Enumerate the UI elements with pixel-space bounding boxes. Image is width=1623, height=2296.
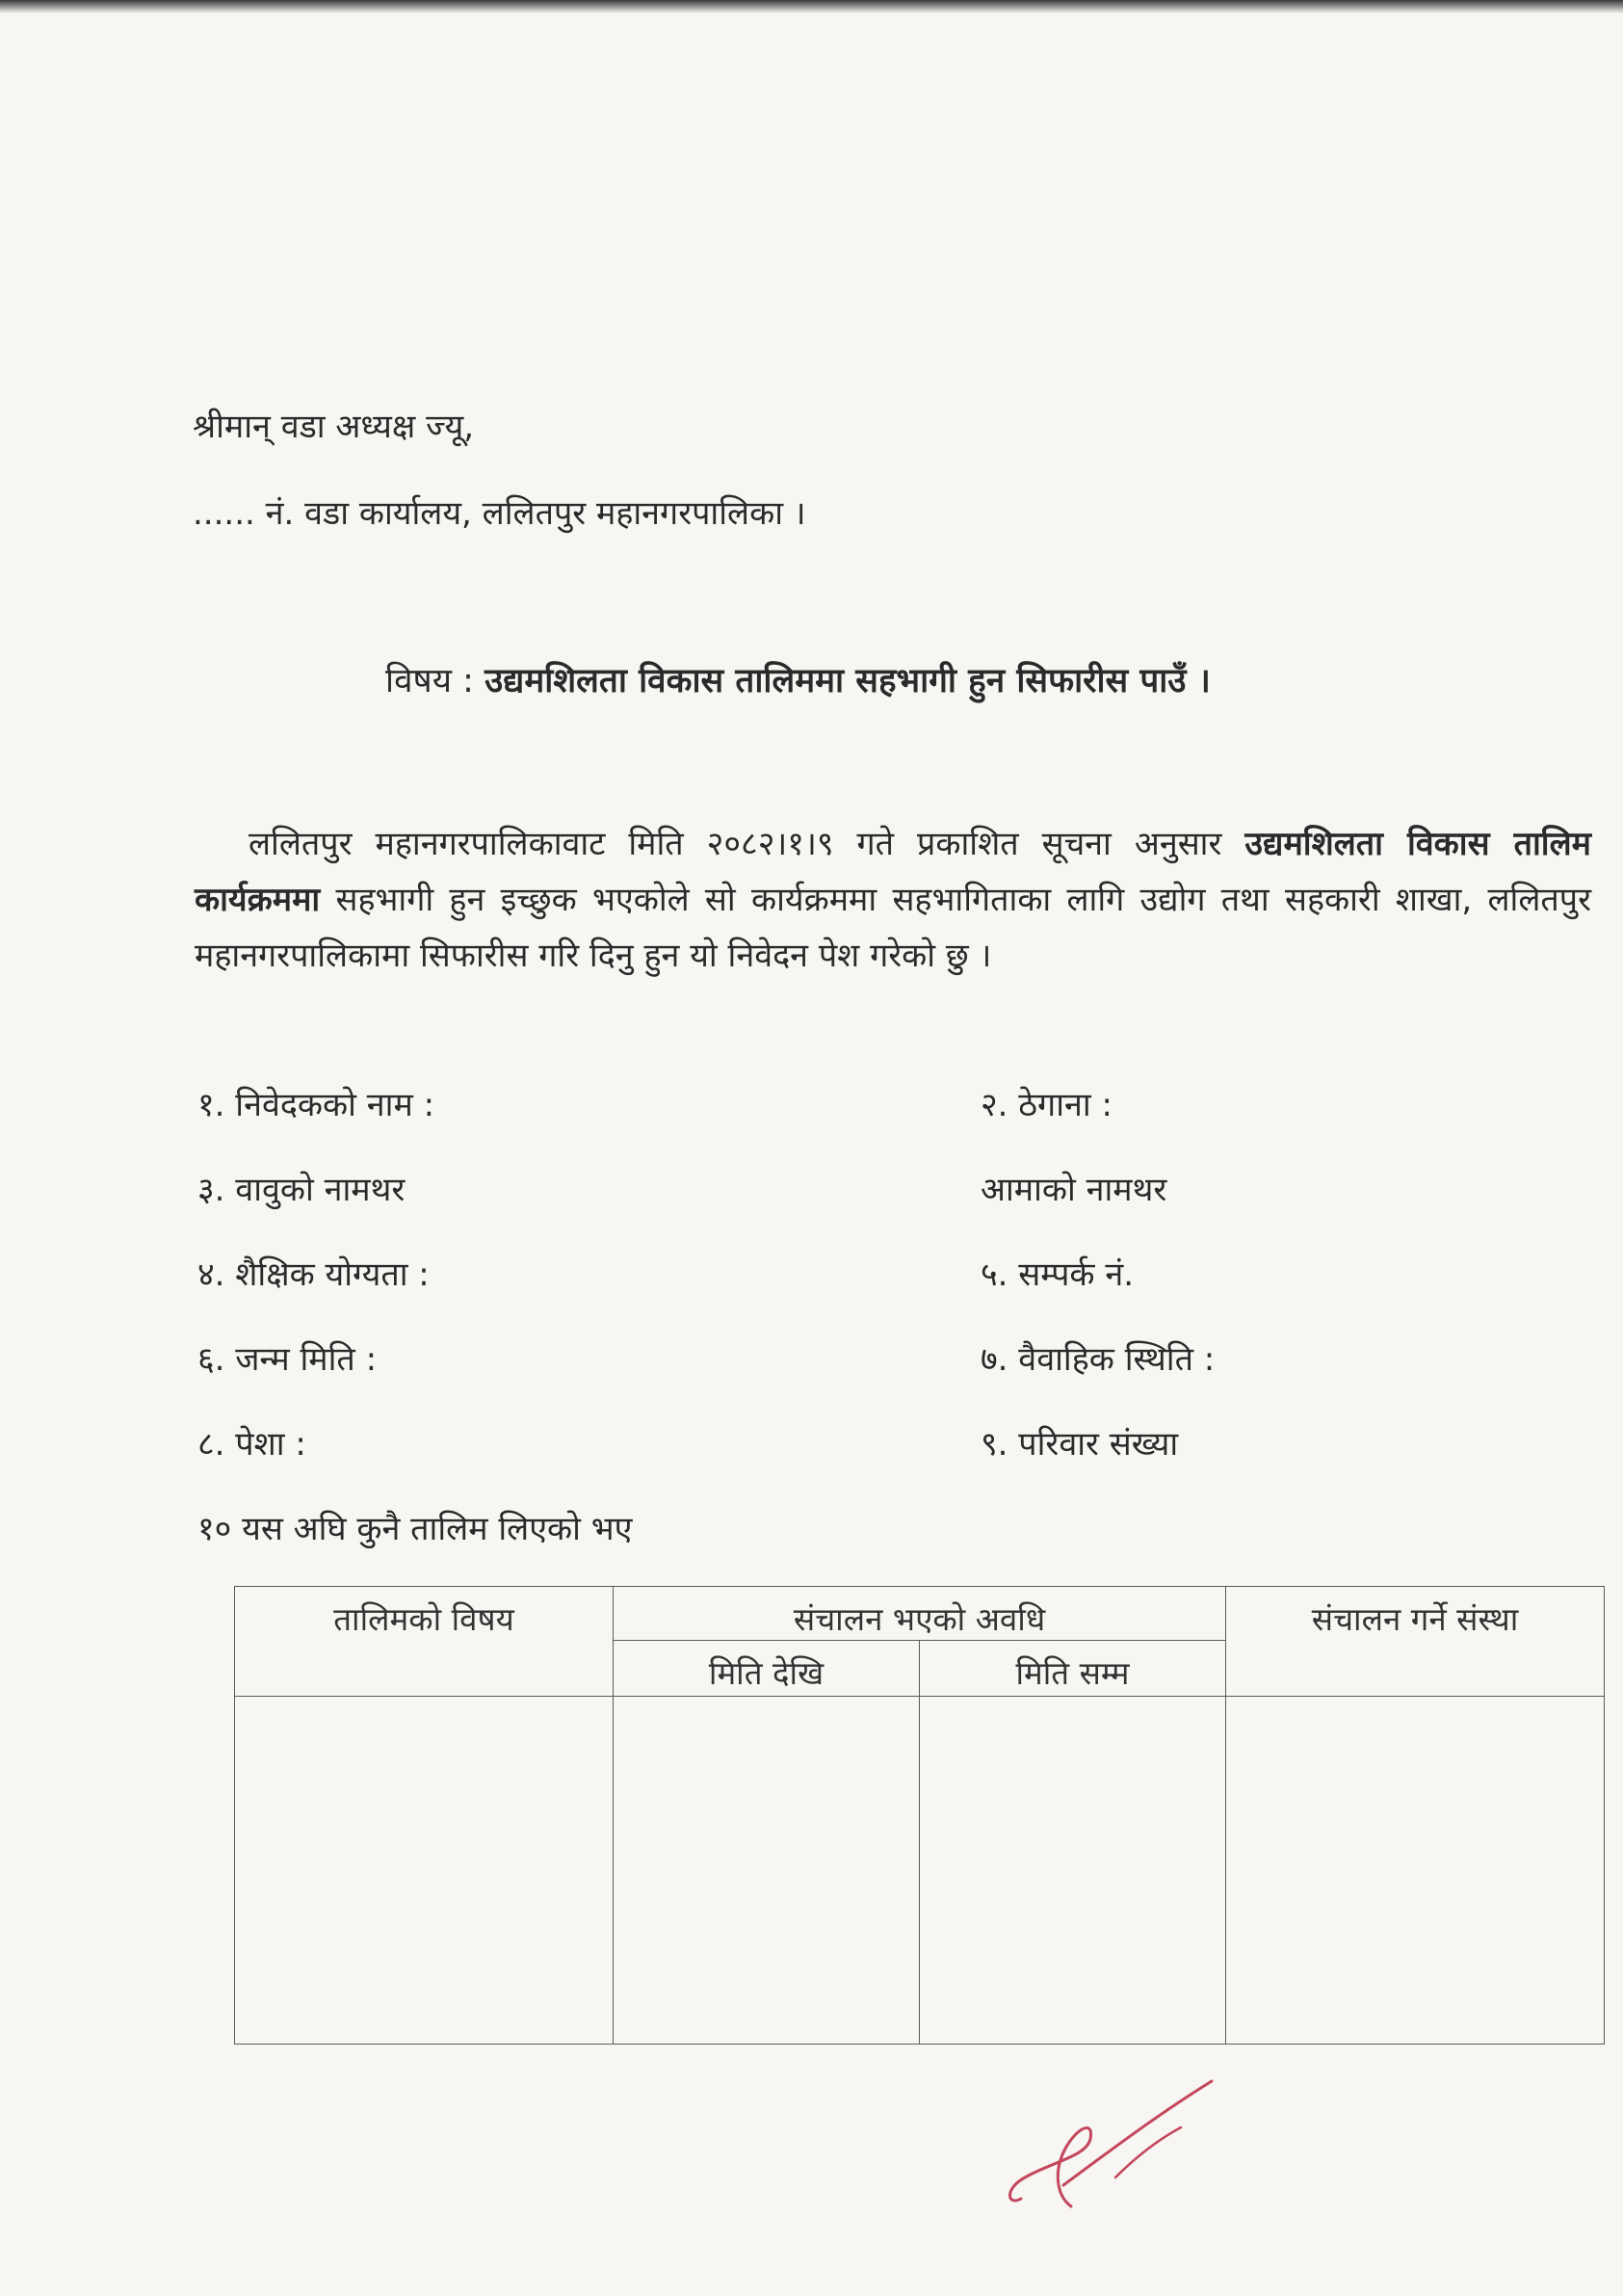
table-cell[interactable] (235, 1697, 614, 2045)
table-cell[interactable] (1226, 1697, 1605, 2045)
field-father-name: ३. वावुको नामथर (197, 1171, 406, 1209)
col-header-date-from: मिति देखि (614, 1641, 920, 1697)
body-text-part2: सहभागी हुन इच्छुक भएकोले सो कार्यक्रममा सहभागिताका लागि उद्योग तथा सहकारी शाखा, ललितपुर महानगरपालिकामा सिफारीस गरि दिनु हुन यो निवेदन पेश गरेको छु । (195, 881, 1591, 975)
office-address-line: ...... नं. वडा कार्यालय, ललितपुर महानगरपालिका । (193, 494, 806, 533)
field-contact-number: ५. सम्पर्क नं. (981, 1255, 1135, 1294)
salutation: श्रीमान् वडा अध्यक्ष ज्यू, (193, 408, 475, 446)
field-applicant-name: १. निवेदकको नाम : (197, 1086, 435, 1124)
field-marital-status: ७. वैवाहिक स्थिति : (981, 1340, 1216, 1379)
col-header-organization: संचालन गर्ने संस्था (1226, 1587, 1605, 1697)
field-family-size: ९. परिवार संख्या (981, 1425, 1179, 1464)
application-body-paragraph (195, 816, 1591, 984)
table-cell[interactable] (614, 1697, 920, 2045)
col-header-date-to: मिति सम्म (920, 1641, 1226, 1697)
subject-text: उद्यमशिलता विकास तालिममा सहभागी हुन सिफारीस पाउँ । (484, 662, 1211, 700)
field-occupation: ८. पेशा : (197, 1425, 306, 1464)
previous-training-table (234, 1586, 1605, 2045)
body-program-name: उद्यमशिलता विकास तालिम कार्यक्रममा (195, 825, 1591, 919)
subject-line (385, 657, 1211, 702)
field-mother-name: आमाको नामथर (981, 1171, 1167, 1209)
col-header-duration: संचालन भएको अवधि (614, 1587, 1226, 1641)
field-address: २. ठेगाना : (981, 1086, 1113, 1124)
field-education: ४. शैक्षिक योग्यता : (197, 1255, 430, 1294)
subject-label: विषय : (385, 662, 485, 700)
table-cell[interactable] (920, 1697, 1226, 2045)
col-header-training-subject: तालिमको विषय (235, 1587, 614, 1697)
signature-mark (1002, 2072, 1233, 2216)
scan-top-edge-shadow (0, 0, 1623, 13)
field-previous-training: १० यस अघि कुनै तालिम लिएको भए (197, 1510, 633, 1548)
field-date-of-birth: ६. जन्म मिति : (197, 1340, 378, 1379)
body-text-part1: ललितपुर महानगरपालिकावाट मिति २०८२।१।९ गते प्रकाशित सूचना अनुसार (249, 825, 1245, 863)
